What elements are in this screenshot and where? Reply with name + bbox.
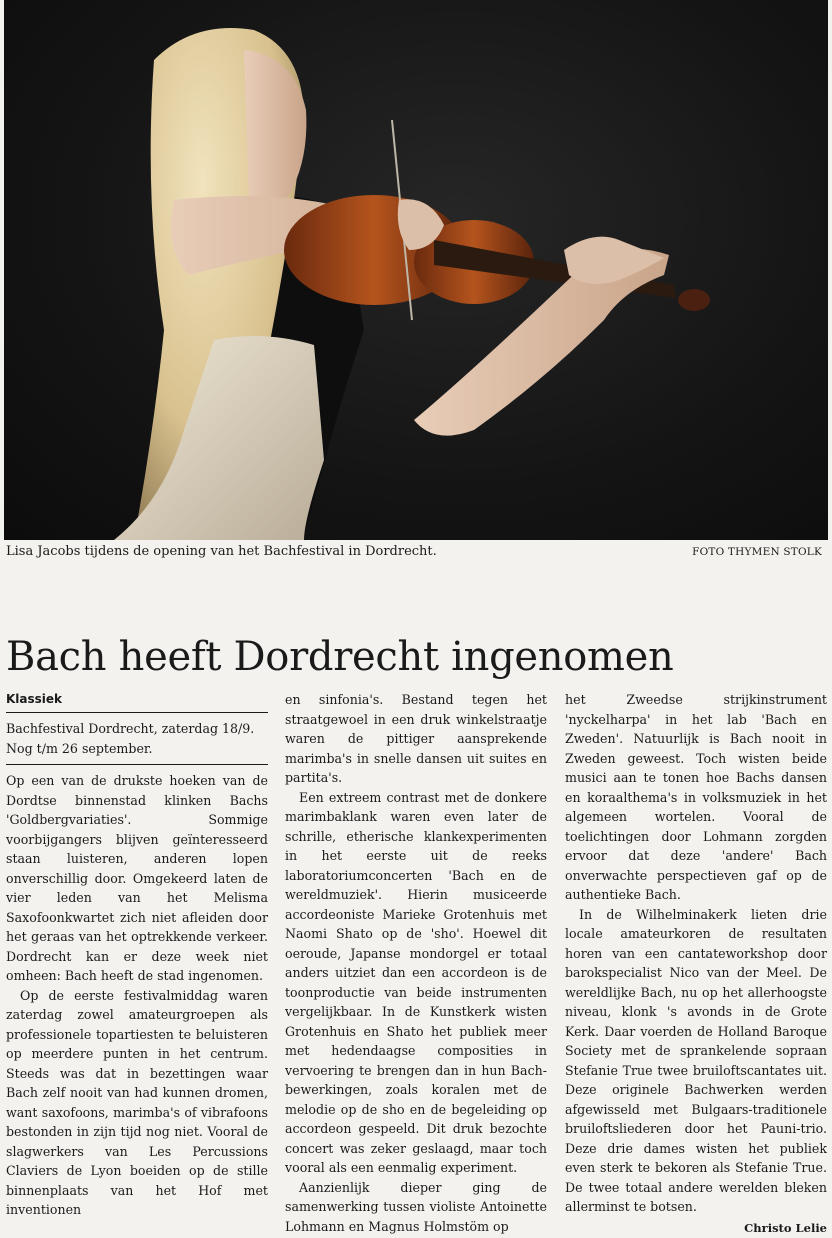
- paragraph: Op een van de drukste hoeken van de Dordtse binnenstad klinken Bachs 'Goldbergvariaties'. Sommige voorbijgangers blijven geïnteresseerd staan luisteren, anderen lopen onverschillig door. Omgekeerd laten de vier leden van het Melisma Saxofoonkwartet zich niet afleiden door het geraas van het optrekkende verkeer. Dordrecht kan er deze week niet omheen: Bach heeft de stad ingenomen.: [6, 771, 268, 986]
- article-headline: Bach heeft Dordrecht ingenomen: [6, 630, 826, 684]
- event-info: Bachfestival Dordrecht, zaterdag 18/9. Nog t/m 26 september.: [6, 719, 268, 765]
- violinist-illustration: [4, 0, 828, 540]
- article-column-2: [285, 690, 547, 1225]
- paragraph: Op de eerste festivalmiddag waren zaterdag zowel amateurgroepen als professionele topartiesten te beluisteren op meerdere punten in het centrum. Steeds was dat in bezettingen waar Bach zelf nooit van had kunnen dromen, want saxofoons, marimba's of vibrafoons bestonden in zijn tijd nog niet. Vooral de slagwerkers van Les Percussions Claviers de Lyon boeiden op de stille binnenplaats van het Hof met inventionen: [6, 986, 268, 1220]
- paragraph: In de Wilhelminakerk lieten drie locale amateurkoren de resultaten horen van een cantateworkshop door barokspecialist Nico van der Meel. De wereldlijke Bach, nu op het allerhoogste niveau, klonk 's avonds in de Grote Kerk. Daar voerden de Holland Baroque Society met de sprankelende sopraan Stefanie True twee bruiloftscantates uit. Deze originele Bachwerken werden afgewisseld met Bulgaars-traditionele bruiloftsliederen door het Pauni-trio. Deze drie dames wisten het publiek even sterk te bekoren als Stefanie True. De twee totaal andere werelden bleken allerminst te botsen.: [565, 905, 827, 1217]
- article-author: Christo Lelie: [565, 1219, 827, 1238]
- photo-credit: FOTO THYMEN STOLK: [692, 546, 822, 558]
- photo-caption-row: [6, 544, 826, 564]
- article-column-1: [6, 690, 268, 1225]
- article-photo: [4, 0, 828, 540]
- photo-caption: Lisa Jacobs tijdens de opening van het Bachfestival in Dordrecht.: [6, 544, 437, 559]
- paragraph: Een extreem contrast met de donkere marimbaklank waren even later de schrille, etherische klankexperimenten in het eerste uit de reeks laboratoriumconcerten 'Bach en de wereldmuziek'. Hierin musiceerde accordeoniste Marieke Grotenhuis met Naomi Shato op de 'sho'. Hoewel dit oeroude, Japanse mondorgel er totaal anders uitziet dan een accordeon is de toonproductie van beide instrumenten vergelijkbaar. In de Kunstkerk wisten Grotenhuis en Shato het publiek meer met hedendaagse composities in vervoering te brengen dan in hun Bach-bewerkingen, zoals koralen met de melodie op de sho en de begeleiding op accordeon gespeeld. Dit druk bezochte concert was zeker geslaagd, maar toch vooral als een eenmalig experiment.: [285, 788, 547, 1178]
- paragraph: het Zweedse strijkinstrument 'nyckelharpa' in het lab 'Bach en Zweden'. Natuurlijk is Bach nooit in Zweden geweest. Toch wisten beide musici aan te tonen hoe Bachs dansen en koraalthema's in volksmuziek in het algemeen wortelen. Vooral de toelichtingen door Lohmann zorgden ervoor dat deze 'andere' Bach onverwachte perspectieven gaf op de authentieke Bach.: [565, 690, 827, 905]
- article-column-3: [565, 690, 827, 1225]
- paragraph: Aanzienlijk dieper ging de samenwerking tussen violiste Antoinette Lohmann en Magnus Holmstöm op: [285, 1178, 547, 1237]
- section-label: Klassiek: [6, 690, 268, 713]
- paragraph: en sinfonia's. Bestand tegen het straatgewoel in een druk winkelstraatje waren de pittiger aansprekende marimba's in snelle dansen uit suites en partita's.: [285, 690, 547, 788]
